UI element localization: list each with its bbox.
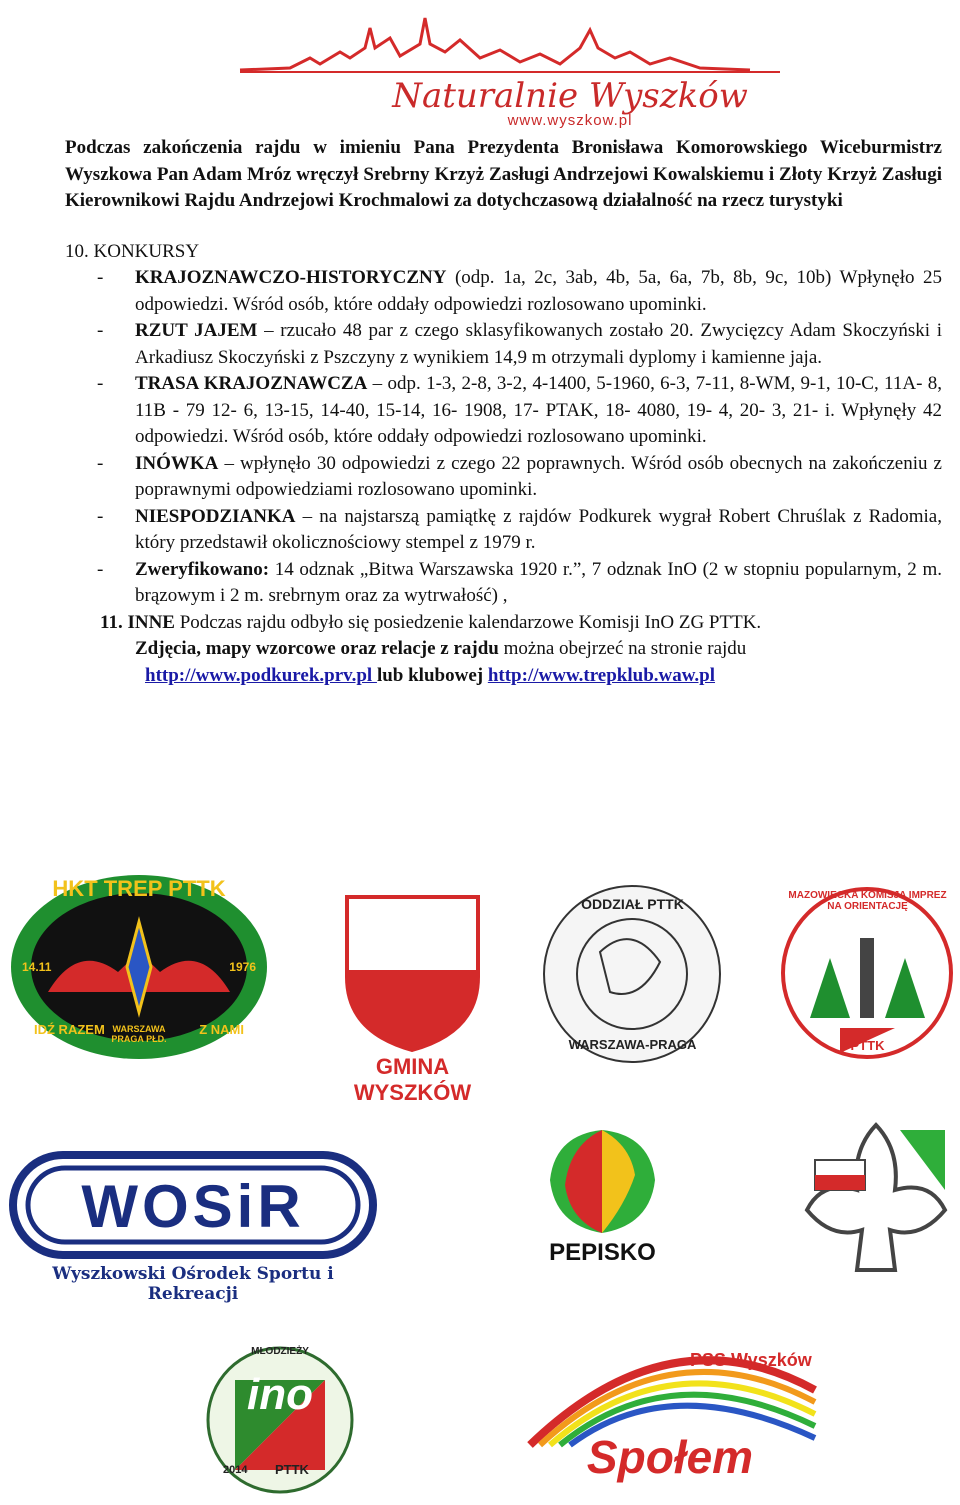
podkurek-link[interactable]: http://www.podkurek.prv.pl xyxy=(145,664,377,686)
trepklub-link[interactable]: http://www.trepklub.waw.pl xyxy=(487,664,716,686)
intro-paragraph: Podczas zakończenia rajdu w imieniu Pana Prezydenta Bronisława Komorowskiego Wiceburmistrz Wyszkowa Pan Adam Mróz wręczył Srebrny Krzyż Zasługi Andrzejowi Kowalskiemu i Złoty Krzyż Zasługi Kierownikowi Rajdu Andrzejowi Krochmalowi za dotychczasową działalność na rzecz turystyki xyxy=(65,137,942,211)
section-10-heading: 10. KONKURSY xyxy=(65,240,200,262)
links-paragraph: http://www.podkurek.prv.pl lub klubowej http://www.trepklub.waw.pl xyxy=(145,664,716,686)
header-logo xyxy=(230,8,790,133)
document-body xyxy=(65,135,942,689)
header-url: www.wyszkow.pl xyxy=(507,112,633,129)
oddzial-pttk-logo: ODDZIAŁ PTTK WARSZAWA-PRAGA xyxy=(540,882,725,1067)
spolem-logo: PSS Wyszków Społem xyxy=(520,1330,820,1495)
list-item: - TRASA KRAJOZNAWCZA – odp. 1-3, 2-8, 3-2, 4-1400, 5-1960, 6-3, 7-11, 8-WM, 9-1, 10-C, 11A- 8, 11B - 79 12- 6, 13-15, 14-40, 15-14, 16- 1908, 17- PTAK, 18- 4080, 19- 4, 20- 3, 21- i. Wpłynęły 42 odpowiedzi. Wśród osób, które oddały odpowiedzi rozlosowano upominki. xyxy=(97,373,942,447)
pepisko-logo: PEPISKO xyxy=(530,1125,675,1270)
list-item: - Zweryfikowano: 14 odznak „Bitwa Warszawska 1920 r.”, 7 odznak InO (2 w stopniu popularnym, 2 m. brązowym i 2 m. srebrnym oraz za wytrwałość) , xyxy=(97,558,942,606)
list-item: - INÓWKA – wpłynęło 30 odpowiedzi z czego 22 poprawnych. Wśród osób obecnych na zakończeniu z poprawnymi odpowiedziami rozlosowano upominki. xyxy=(97,452,942,500)
gmina-wyszkow-logo: GMINA WYSZKÓW xyxy=(325,892,500,1087)
ino-logo: MŁODZIEŻY ino 2014 PTTK xyxy=(205,1340,355,1500)
wosir-logo: WOSiR Wyszkowski Ośrodek Sportu i Rekreacji xyxy=(8,1150,378,1290)
photos-paragraph: Zdjęcia, mapy wzorcowe oraz relacje z rajdu można obejrzeć na stronie rajdu xyxy=(135,638,747,659)
list-item: - RZUT JAJEM – rzucało 48 par z czego sklasyfikowanych zostało 20. Zwycięzcy Adam Skoczyński i Arkadiusz Skoczyński z Pszczyny z wynikiem 14,9 m otrzymali dyplomy i kamienne jaja. xyxy=(97,320,942,368)
scout-lily-icon xyxy=(800,1120,952,1282)
trep-logo: HKT TREP PTTK 14.11 1976 IDŹ RAZEM WARSZAWA PRAGA PŁD. Z NAMI xyxy=(8,872,270,1062)
header-title: Naturalnie Wyszków xyxy=(392,76,748,116)
coat-of-arms-icon xyxy=(325,892,500,1052)
list-item: - KRAJOZNAWCZO-HISTORYCZNY (odp. 1a, 2c, 3ab, 4b, 5a, 6a, 7b, 8b, 9c, 10b) Wpłynęło 25 odpowiedzi. Wśród osób, które oddały odpowiedzi rozlosowano upominki. xyxy=(97,267,942,315)
list-item: - NIESPODZIANKA – na najstarszą pamiątkę z rajdów Podkurek wygrał Robert Chruślak z Radomia, który przedstawił okolicznościowy stempel z 1979 r. xyxy=(97,505,942,553)
skyline-icon xyxy=(230,8,790,78)
mazowiecka-komisja-logo: MAZOWIECKA KOMISJA IMPREZ NA ORIENTACJĘ PTTK xyxy=(780,878,955,1068)
section-11-paragraph: 11. INNE Podczas rajdu odbyło się posiedzenie kalendarzowe Komisji InO ZG PTTK. xyxy=(100,611,762,633)
